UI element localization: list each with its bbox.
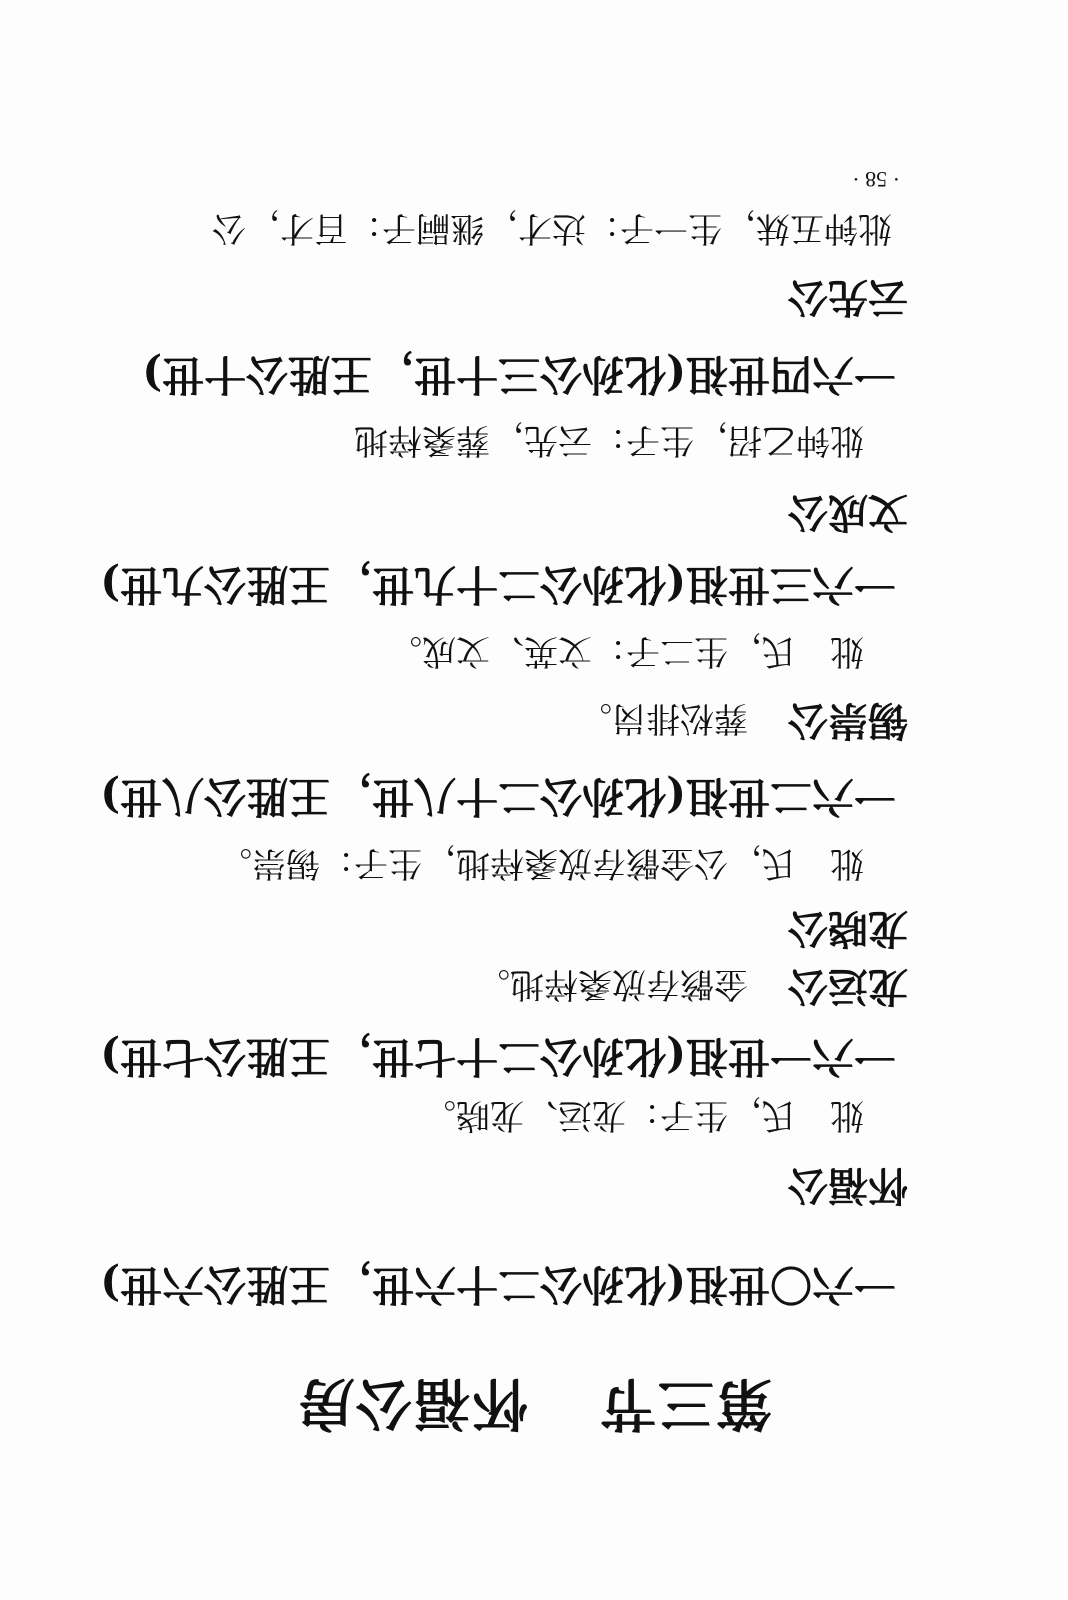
generation-heading: 一六〇世祖(化孙公二十六世，王胜公六世)	[100, 1260, 896, 1309]
ancestor-name: 云先公	[788, 274, 908, 321]
generation-heading: 一六三世祖(化孙公二十九世，王胜公九世)	[100, 560, 896, 609]
spouse-record: 妣 氏，公金骸存放桑梓地，生子：锡崇。	[218, 843, 864, 883]
ancestor-name: 龙晓公	[788, 905, 908, 952]
page-number: · 58 ·	[852, 167, 900, 192]
section-heading	[0, 1370, 1068, 1436]
burial-note: 金骸存放桑梓地。	[476, 964, 748, 1004]
burial-note: 葬松排岗。	[578, 698, 748, 738]
ancestor-name: 怀福公	[788, 1162, 908, 1209]
generation-heading: 一六二世祖(化孙公二十八世，王胜公八世)	[100, 772, 896, 821]
ancestor-entry	[476, 963, 908, 1010]
spouse-record: 妣钟乙招，生子：云先，葬桑梓地	[354, 420, 864, 460]
generation-heading: 一六四世祖(化孙公三十世，王胜公十世)	[142, 350, 896, 399]
spouse-record: 妣钟五妹，生一子：达才，继嗣子：百才，公	[212, 208, 892, 248]
section-title: 怀福公房	[296, 1370, 528, 1436]
ancestor-entry	[578, 697, 908, 744]
ancestor-name: 龙运公	[788, 963, 908, 1010]
ancestor-name: 文成公	[788, 489, 908, 536]
spouse-record: 妣 氏，生子：龙运、龙晓。	[422, 1095, 864, 1135]
generation-heading: 一六一世祖(化孙公二十七世，王胜公七世)	[100, 1032, 896, 1081]
ancestor-name: 锡崇公	[788, 697, 908, 744]
spouse-record: 妣 氏，生二子：文英、文成。	[388, 631, 864, 671]
section-label: 第三节	[598, 1370, 772, 1436]
